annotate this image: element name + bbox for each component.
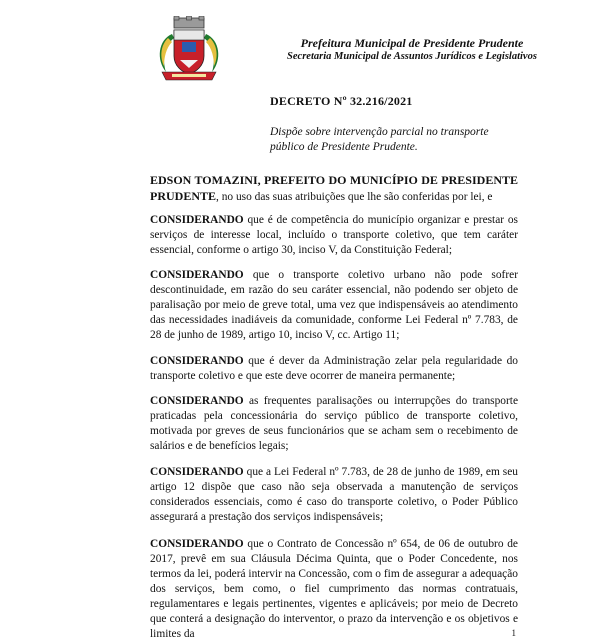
opening-text: , no uso das suas atribuições que lhe são conferidas por lei, e (216, 191, 493, 203)
page-number: 1 (511, 628, 516, 638)
prefecture-name: Prefeitura Municipal de Presidente Prudente (300, 36, 524, 50)
considerando-text: que a Lei Federal nº 7.783, de 28 de junho de 1989, em seu artigo 12 dispõe que caso não seja observada a manutenção de serviços considerados essenciais, como é caso do transporte coletivo, o Poder Público assegurará a prestação dos serviços indispensáveis; (150, 466, 518, 523)
considerando-paragraph (150, 354, 518, 384)
considerando-text: que o transporte coletivo urbano não pode sofrer descontinuidade, em razão do seu caráter essencial, não podendo ser objeto de paralisação por meio de greve total, uma vez que indispensáveis ao atendimento das necessidades inadiáveis da comunidade, conforme Lei Federal nº 7.783, de 28 de junho de 1989, artigo 10, inciso V, cc. Artigo 11; (150, 269, 518, 341)
considerando-paragraph (150, 213, 518, 258)
considerando-keyword: CONSIDERANDO (150, 269, 244, 281)
secretariat-name: Secretaria Municipal de Assuntos Jurídicos e Legislativos (287, 51, 537, 62)
considerando-keyword: CONSIDERANDO (150, 214, 244, 226)
letterhead (262, 37, 562, 63)
considerando-text: que o Contrato de Concessão nº 654, de 06 de outubro de 2017, prevê em sua Cláusula Décima Quinta, que o Poder Concedente, nos termos da lei, poderá intervir na Concessão, com o fim de assegurar a adequação dos serviços, bem como, o fiel cumprimento das normas contratuais, regulamentares e legais pertinentes, vigentes e aplicáveis; por meio de Decreto que conterá a designação do interventor, o prazo da intervenção e os objetivos e limites da (150, 538, 518, 640)
mayor-name: EDSON TOMAZINI, PREFEITO DO MUNICÍPIO DE PRESIDENTE PRUDENTE (150, 173, 518, 203)
considerando-keyword: CONSIDERANDO (150, 466, 244, 478)
decree-summary: Dispõe sobre intervenção parcial no transporte público de Presidente Prudente. (270, 126, 489, 153)
considerando-keyword: CONSIDERANDO (150, 355, 244, 367)
considerando-text: que é de competência do município organizar e prestar os serviços de interesse local, incluído o transporte coletivo, que tem caráter essencial, conforme o artigo 30, inciso V, da Constituição Federal; (150, 214, 518, 256)
considerando-paragraph (150, 465, 518, 525)
considerando-paragraph (150, 268, 518, 343)
decree-title: DECRETO Nº 32.216/2021 (270, 94, 413, 108)
considerando-paragraph (150, 394, 518, 454)
considerando-keyword: CONSIDERANDO (150, 395, 244, 407)
considerando-paragraph (150, 537, 518, 642)
considerando-text: as frequentes paralisações ou interrupções do transporte praticadas pela concessionária do serviço público de transporte coletivo, motivada por greves de seus funcionários que se acham sem o recebimento de salários e de benefícios legais; (150, 395, 518, 452)
considerando-text: que é dever da Administração zelar pela regularidade do transporte coletivo e que este deve ocorrer de maneira permanente; (150, 355, 518, 382)
considerando-keyword: CONSIDERANDO (150, 538, 244, 550)
opening-paragraph (150, 173, 518, 205)
municipal-coat-of-arms-icon (152, 16, 226, 86)
